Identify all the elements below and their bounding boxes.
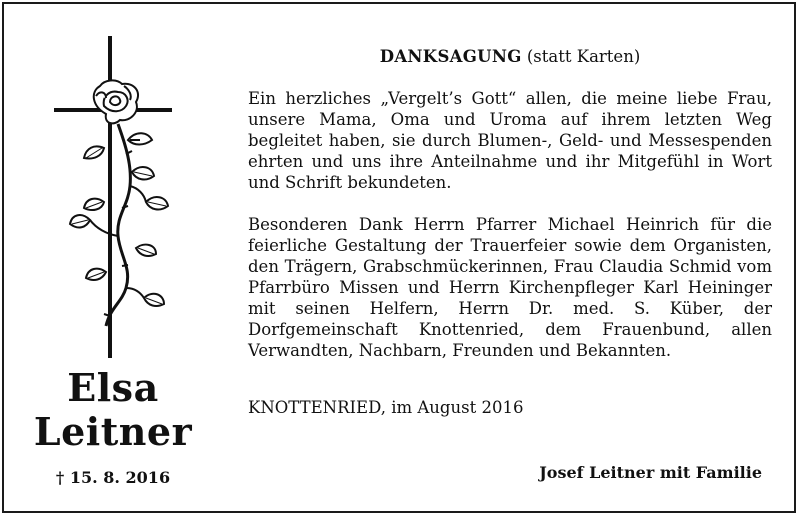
place-and-date: KNOTTENRIED, im August 2016 <box>248 398 524 417</box>
notice-frame <box>2 2 796 513</box>
signature: Josef Leitner mit Familie <box>539 463 762 482</box>
notice-heading <box>248 46 772 67</box>
heading-title: DANKSAGUNG <box>379 47 522 66</box>
thanks-paragraph-2: Besonderen Dank Herrn Pfarrer Michael Heinrich für die feierliche Gestaltung der Trauerfeier sowie dem Organisten, den Trägern, Grabschmückerinnen, Frau Claudia Schmid vom Pfarrbüro Missen und Herrn Kirchenpfleger Karl Heininger mit seinen Helfern, Herrn Dr. med. S. Küber, der Dorfgemeinschaft Knottenried, dem Frauenbund, allen Verwandten, Nachbarn, Freunden und Bekannten. <box>248 215 772 360</box>
thanks-paragraph-1: Ein herzliches „Vergelt’s Gott“ allen, die meine liebe Frau, unsere Mama, Oma und Uroma auf ihrem letzten Weg begleitet haben, sie durch Blumen-, Geld- und Messespenden ehrten und uns ihre Anteilnahme und ihr Mitgefühl in Wort und Schrift bekundeten. <box>248 89 772 192</box>
death-date: † 15. 8. 2016 <box>55 468 171 487</box>
deceased-name-block <box>4 366 222 487</box>
heading-note: (statt Karten) <box>526 47 641 66</box>
cross-with-rose-icon <box>44 36 184 358</box>
thanks-text-column <box>248 46 772 361</box>
deceased-last-name: Leitner <box>33 409 193 454</box>
deceased-first-name: Elsa <box>67 365 159 410</box>
